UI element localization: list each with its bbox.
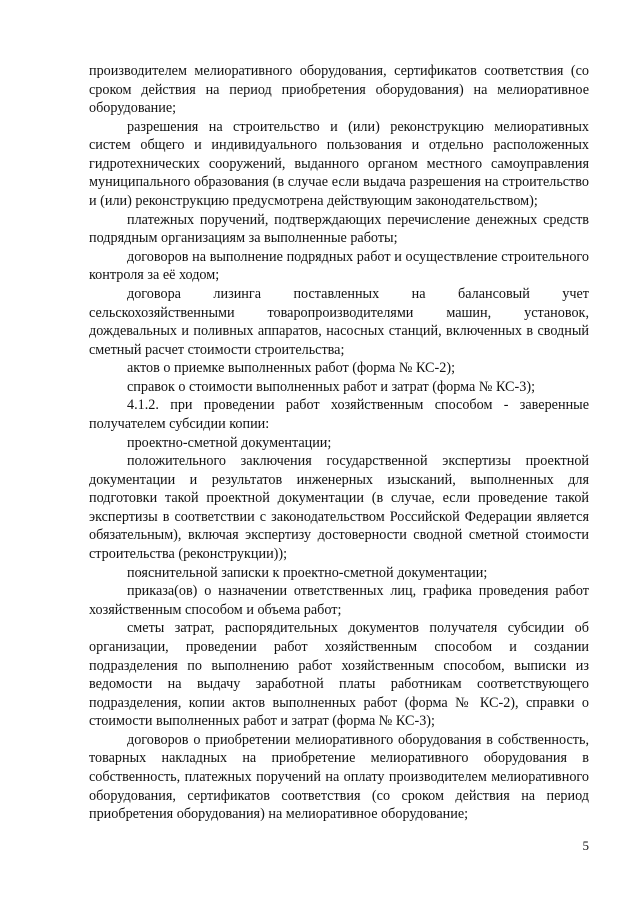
- paragraph-equipment-purchase: договоров о приобретении мелиоративного оборудования в собственность, товарных накладных на приобретение мелиоративного оборудования в собственность, платежных поручений на оплату производителем мелиоративного оборудования, сертификатов соответствия (со сроком действия на период приобретения оборудования) на мелиоративное оборудование;: [89, 731, 589, 823]
- paragraph-design-estimate-docs: проектно-сметной документации;: [127, 434, 332, 451]
- page-number: 5: [582, 838, 589, 853]
- paragraph-certificates-continuation: производителем мелиоративного оборудования, сертификатов соответствия (со сроком действия на период приобретения оборудования) на мелиоративное оборудование;: [89, 63, 589, 117]
- paragraph-acceptance-acts: актов о приемке выполненных работ (форма № КС-2);: [127, 360, 456, 377]
- document-body: [89, 62, 589, 824]
- paragraph-leasing-agreement: договора лизинга поставленных на балансовый учет сельскохозяйственными товаропроизводителями машин, установок, дождевальных и поливных аппаратов, насосных станций, включенных в сводный сметный расчет стоимости строительства;: [89, 285, 589, 358]
- paragraph-cost-certificates: справок о стоимости выполненных работ и затрат (форма № КС-3);: [127, 378, 536, 395]
- paragraph-contract-agreements: договоров на выполнение подрядных работ и осуществление строительного контроля за её ходом;: [89, 248, 589, 284]
- paragraph-cost-estimates: сметы затрат, распорядительных документов получателя субсидии об организации, проведении работ хозяйственным способом и создании подразделения по выполнению работ хозяйственным способом, выписки из ведомости на выдачу заработной платы работникам соответствующего подразделения, копии актов выполненных работ (форма № КС-2), справки о стоимости выполненных работ и затрат (форма № КС-3);: [89, 620, 589, 730]
- paragraph-orders-schedule: приказа(ов) о назначении ответственных лиц, графика проведения работ хозяйственным способом и объема работ;: [89, 583, 589, 618]
- paragraph-construction-permits: разрешения на строительство и (или) реконструкцию мелиоративных систем общего и индивидуального пользования и отдельно расположенных гидротехнических сооружений, выданного органом местного самоуправления муниципального образования (в случае если выдача разрешения на строительство и (или) реконструкцию предусмотрена действующим законодательством);: [89, 118, 589, 210]
- paragraph-section-4-1-2: 4.1.2. при проведении работ хозяйственным способом - заверенные получателем субсидии копии:: [89, 397, 589, 432]
- paragraph-explanatory-note: пояснительной записки к проектно-сметной документации;: [127, 564, 488, 581]
- paragraph-payment-orders: платежных поручений, подтверждающих перечисление денежных средств подрядным организациям за выполненные работы;: [89, 211, 589, 247]
- paragraph-state-expertise: положительного заключения государственной экспертизы проектной документации и результатов инженерных изысканий, выполненных для подготовки такой проектной документации (в случае, если проведение такой экспертизы в соответствии с законодательством Российской Федерации является обязательным), включая экспертизу достоверности сводной сметной стоимости строительства (реконструкции));: [89, 453, 589, 563]
